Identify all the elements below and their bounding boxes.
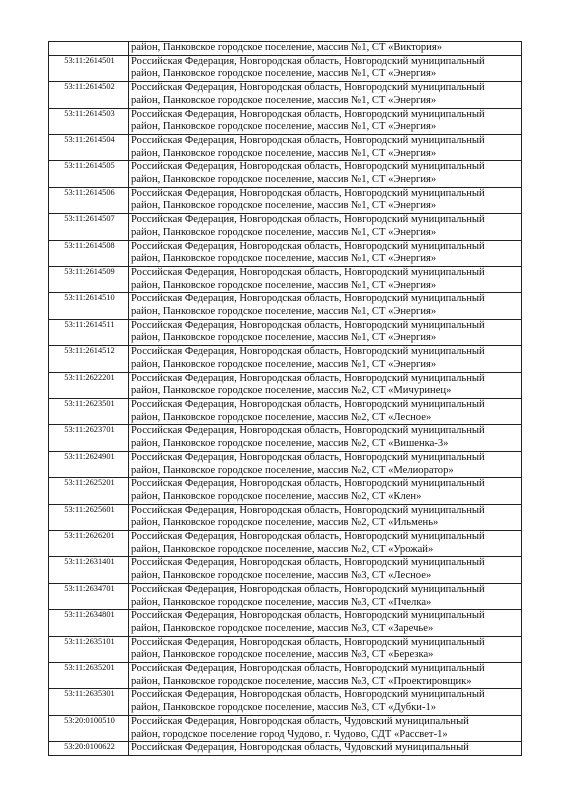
- table-row: [49, 610, 522, 636]
- cadastral-number-cell: 53:11:2624901: [49, 451, 129, 477]
- address-line: район, городское поселение город Чудово, г. Чудово, СДТ «Рассвет-1»: [131, 728, 448, 740]
- address-cell: [129, 425, 522, 451]
- table-row: [49, 187, 522, 213]
- address-line: Российская Федерация, Новгородская область, Новгородский муниципальный: [131, 293, 485, 305]
- cadastral-number-cell: 53:11:2623701: [49, 425, 129, 451]
- address-line: Российская Федерация, Новгородская область, Новгородский муниципальный: [131, 161, 485, 173]
- table-row: [49, 425, 522, 451]
- address-cell: [129, 451, 522, 477]
- cadastral-table: [48, 41, 522, 756]
- address-line: район, Панковское городское поселение, массив №2, СТ «Ильмень»: [131, 517, 439, 529]
- address-line: Российская Федерация, Новгородская область, Новгородский муниципальный: [131, 583, 485, 595]
- table-row: [49, 108, 522, 134]
- address-line: район, Панковское городское поселение, массив №3, СТ «Заречье»: [131, 622, 434, 634]
- address-cell: [129, 240, 522, 266]
- table-row: [49, 134, 522, 160]
- address-line: Российская Федерация, Новгородская область, Новгородский муниципальный: [131, 108, 485, 120]
- address-cell: [129, 636, 522, 662]
- table-row: [49, 372, 522, 398]
- address-cell: [129, 42, 522, 56]
- address-cell: [129, 346, 522, 372]
- address-line: Российская Федерация, Новгородская область, Новгородский муниципальный: [131, 504, 485, 516]
- cadastral-number-cell: 53:11:2614511: [49, 319, 129, 345]
- cadastral-number-cell: 53:11:2614506: [49, 187, 129, 213]
- address-line: Российская Федерация, Новгородская область, Новгородский муниципальный: [131, 663, 485, 675]
- table-row: [49, 636, 522, 662]
- address-cell: [129, 478, 522, 504]
- address-cell: [129, 293, 522, 319]
- address-line: район, Панковское городское поселение, массив №1, СТ «Энергия»: [131, 174, 437, 186]
- address-line: Российская Федерация, Новгородская область, Новгородский муниципальный: [131, 319, 485, 331]
- cadastral-number-cell: 53:11:2614507: [49, 214, 129, 240]
- cadastral-number-cell: 53:11:2614509: [49, 266, 129, 292]
- cadastral-number-cell: 53:11:2625201: [49, 478, 129, 504]
- address-line: Российская Федерация, Новгородская область, Чудовский муниципальный: [131, 742, 469, 754]
- address-cell: [129, 134, 522, 160]
- address-line: район, Панковское городское поселение, массив №2, СТ «Мичуринец»: [131, 385, 452, 397]
- cadastral-number-cell: 53:11:2614512: [49, 346, 129, 372]
- address-cell: [129, 187, 522, 213]
- address-line: Российская Федерация, Новгородская область, Новгородский муниципальный: [131, 266, 485, 278]
- cadastral-number-cell: 53:11:2614503: [49, 108, 129, 134]
- address-cell: [129, 689, 522, 715]
- cadastral-number-cell: 53:20:0100622: [49, 742, 129, 756]
- address-line: Российская Федерация, Новгородская область, Новгородский муниципальный: [131, 557, 485, 569]
- table-row: [49, 557, 522, 583]
- address-line: район, Панковское городское поселение, массив №1, СТ «Энергия»: [131, 358, 437, 370]
- table-row: [49, 266, 522, 292]
- cadastral-number-cell: 53:11:2626201: [49, 531, 129, 557]
- table-row: [49, 451, 522, 477]
- address-line: Российская Федерация, Новгородская область, Новгородский муниципальный: [131, 689, 485, 701]
- address-cell: [129, 557, 522, 583]
- address-line: Российская Федерация, Новгородская область, Новгородский муниципальный: [131, 478, 485, 490]
- address-line: Российская Федерация, Новгородская область, Новгородский муниципальный: [131, 214, 485, 226]
- address-line: район, Панковское городское поселение, массив №1, СТ «Виктория»: [131, 42, 443, 53]
- cadastral-number-cell: 53:11:2635201: [49, 663, 129, 689]
- table-row: [49, 319, 522, 345]
- cadastral-number-cell: 53:11:2614501: [49, 55, 129, 81]
- table-row: [49, 55, 522, 81]
- table-row: [49, 82, 522, 108]
- address-cell: [129, 715, 522, 741]
- table-row: [49, 398, 522, 424]
- cadastral-number-cell: 53:11:2614504: [49, 134, 129, 160]
- address-line: район, Панковское городское поселение, массив №1, СТ «Энергия»: [131, 279, 437, 291]
- cadastral-number-cell: 53:11:2635301: [49, 689, 129, 715]
- address-line: Российская Федерация, Новгородская область, Новгородский муниципальный: [131, 187, 485, 199]
- table-row: [49, 161, 522, 187]
- cadastral-number-cell: 53:11:2623501: [49, 398, 129, 424]
- table-row: [49, 293, 522, 319]
- address-cell: [129, 742, 522, 756]
- table-row: [49, 478, 522, 504]
- cadastral-number-cell: 53:11:2614502: [49, 82, 129, 108]
- address-line: Российская Федерация, Новгородская область, Новгородский муниципальный: [131, 425, 485, 437]
- cadastral-number-cell: 53:11:2634701: [49, 583, 129, 609]
- table-row: [49, 346, 522, 372]
- cadastral-number-cell: 53:11:2614505: [49, 161, 129, 187]
- address-line: Российская Федерация, Новгородская область, Новгородский муниципальный: [131, 398, 485, 410]
- address-line: район, Панковское городское поселение, массив №2, СТ «Лесное»: [131, 411, 432, 423]
- address-line: район, Панковское городское поселение, массив №2, СТ «Урожай»: [131, 543, 434, 555]
- table-row: [49, 214, 522, 240]
- table-row: [49, 42, 522, 56]
- cadastral-number-cell: 53:11:2634801: [49, 610, 129, 636]
- cadastral-number-cell: 53:11:2631401: [49, 557, 129, 583]
- address-line: Российская Федерация, Новгородская область, Новгородский муниципальный: [131, 636, 485, 648]
- table-row: [49, 689, 522, 715]
- address-cell: [129, 372, 522, 398]
- address-line: Российская Федерация, Новгородская область, Новгородский муниципальный: [131, 610, 485, 622]
- address-line: район, Панковское городское поселение, массив №3, СТ «Пчелка»: [131, 596, 432, 608]
- address-line: Российская Федерация, Новгородская область, Новгородский муниципальный: [131, 134, 485, 146]
- address-line: Российская Федерация, Новгородская область, Новгородский муниципальный: [131, 346, 485, 358]
- address-line: Российская Федерация, Новгородская область, Новгородский муниципальный: [131, 240, 485, 252]
- address-line: район, Панковское городское поселение, массив №1, СТ «Энергия»: [131, 121, 437, 133]
- address-cell: [129, 161, 522, 187]
- address-cell: [129, 266, 522, 292]
- address-line: район, Панковское городское поселение, массив №3, СТ «Дубки-1»: [131, 702, 437, 714]
- table-row: [49, 663, 522, 689]
- address-line: Российская Федерация, Новгородская область, Новгородский муниципальный: [131, 372, 485, 384]
- address-cell: [129, 663, 522, 689]
- address-line: Российская Федерация, Новгородская область, Новгородский муниципальный: [131, 451, 485, 463]
- address-line: район, Панковское городское поселение, массив №1, СТ «Энергия»: [131, 147, 437, 159]
- address-cell: [129, 214, 522, 240]
- cadastral-number-cell: [49, 42, 129, 56]
- address-line: район, Панковское городское поселение, массив №1, СТ «Энергия»: [131, 306, 437, 318]
- address-line: район, Панковское городское поселение, массив №1, СТ «Энергия»: [131, 253, 437, 265]
- address-line: Российская Федерация, Новгородская область, Новгородский муниципальный: [131, 55, 485, 67]
- address-line: Российская Федерация, Новгородская область, Новгородский муниципальный: [131, 531, 485, 543]
- table-row: [49, 715, 522, 741]
- address-line: Российская Федерация, Новгородская область, Чудовский муниципальный: [131, 715, 469, 727]
- table-row: [49, 504, 522, 530]
- address-cell: [129, 55, 522, 81]
- address-line: район, Панковское городское поселение, массив №1, СТ «Энергия»: [131, 200, 437, 212]
- address-line: район, Панковское городское поселение, массив №2, СТ «Вишенка-3»: [131, 438, 449, 450]
- table-row: [49, 240, 522, 266]
- address-cell: [129, 108, 522, 134]
- cadastral-number-cell: 53:11:2614510: [49, 293, 129, 319]
- address-cell: [129, 610, 522, 636]
- address-line: район, Панковское городское поселение, массив №3, СТ «Проектировщик»: [131, 675, 472, 687]
- address-line: район, Панковское городское поселение, массив №1, СТ «Энергия»: [131, 94, 437, 106]
- address-cell: [129, 531, 522, 557]
- address-cell: [129, 504, 522, 530]
- address-line: район, Панковское городское поселение, массив №2, СТ «Клен»: [131, 490, 422, 502]
- cadastral-number-cell: 53:11:2614508: [49, 240, 129, 266]
- table-row: [49, 583, 522, 609]
- address-cell: [129, 583, 522, 609]
- address-line: район, Панковское городское поселение, массив №3, СТ «Лесное»: [131, 570, 432, 582]
- address-cell: [129, 398, 522, 424]
- address-line: район, Панковское городское поселение, массив №1, СТ «Энергия»: [131, 332, 437, 344]
- address-line: район, Панковское городское поселение, массив №1, СТ «Энергия»: [131, 68, 437, 80]
- cadastral-number-cell: 53:20:0100510: [49, 715, 129, 741]
- address-line: район, Панковское городское поселение, массив №1, СТ «Энергия»: [131, 226, 437, 238]
- address-line: район, Панковское городское поселение, массив №3, СТ «Березка»: [131, 649, 434, 661]
- address-line: Российская Федерация, Новгородская область, Новгородский муниципальный: [131, 82, 485, 94]
- table-row: [49, 742, 522, 756]
- address-cell: [129, 319, 522, 345]
- table-row: [49, 531, 522, 557]
- cadastral-number-cell: 53:11:2625601: [49, 504, 129, 530]
- cadastral-number-cell: 53:11:2622201: [49, 372, 129, 398]
- address-cell: [129, 82, 522, 108]
- cadastral-number-cell: 53:11:2635101: [49, 636, 129, 662]
- address-line: район, Панковское городское поселение, массив №2, СТ «Мелиоратор»: [131, 464, 454, 476]
- table-body: [49, 42, 522, 756]
